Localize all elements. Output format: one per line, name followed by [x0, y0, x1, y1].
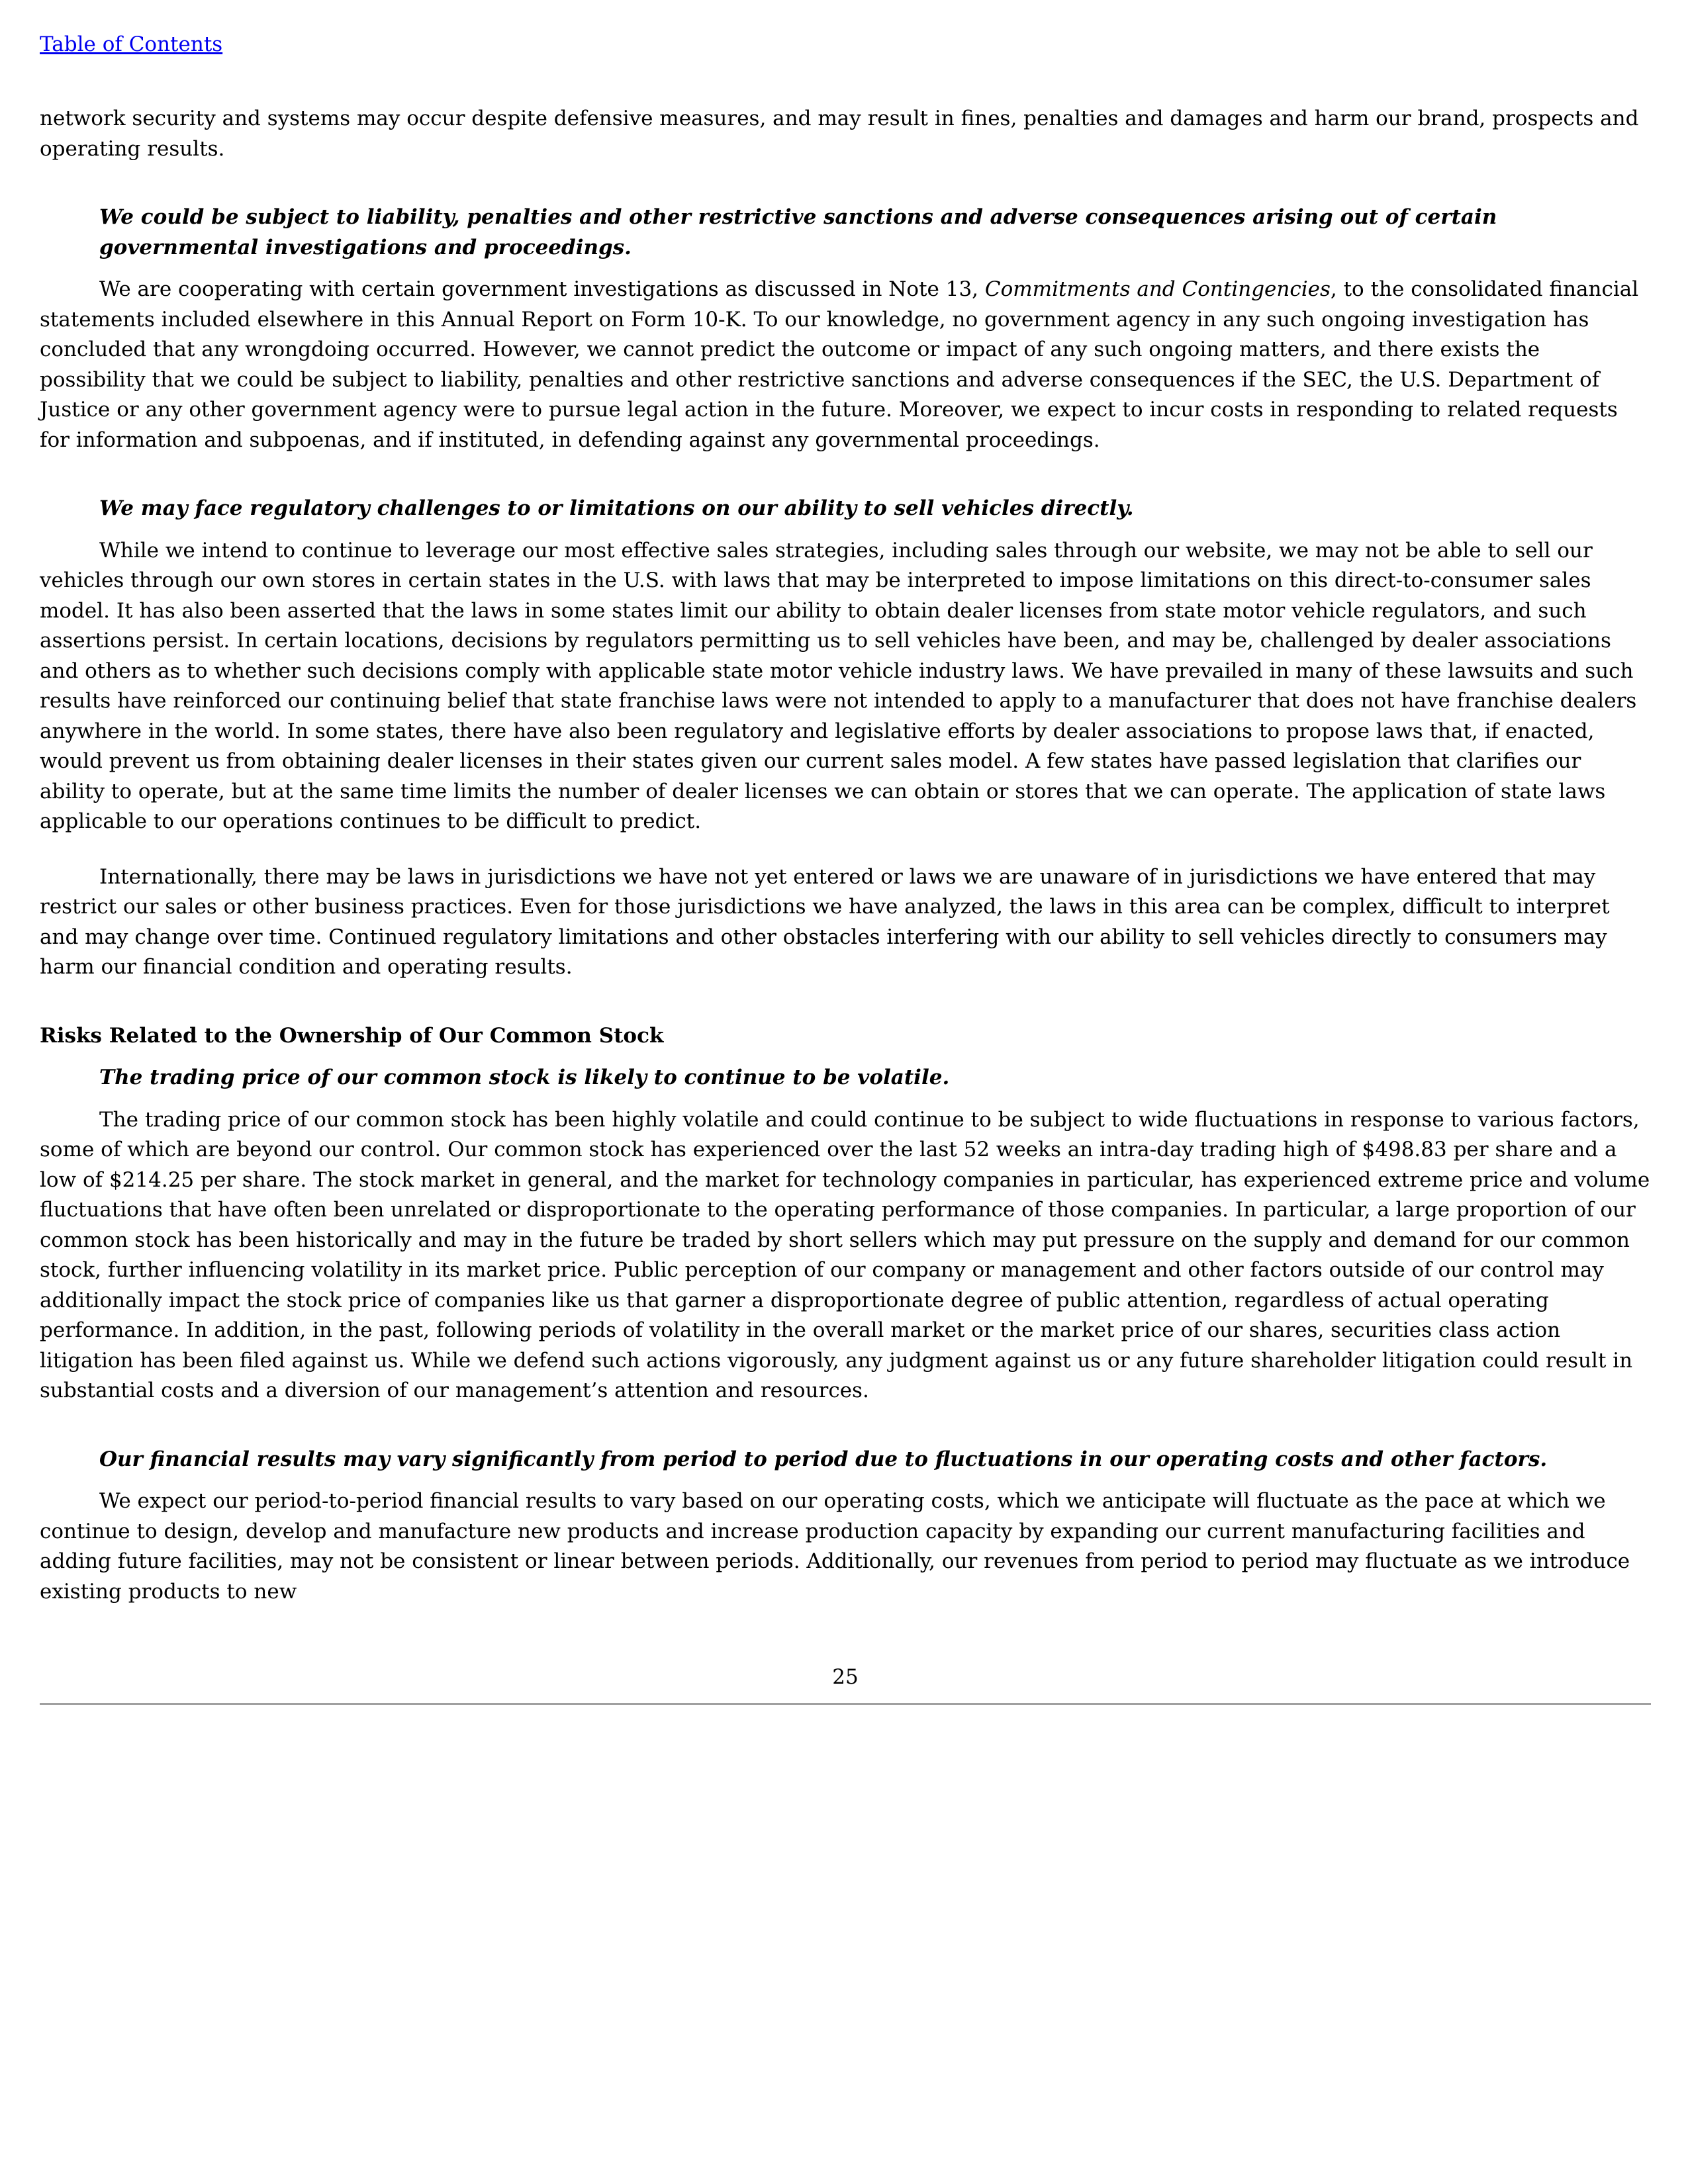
paragraph-text: , to the consolidated financial statements included elsewhere in this Annual Report on Form 10-K. To our knowledge, no government agency in any such ongoing investigation has concluded that any wrongdoing occurred. However, we cannot predict the outcome or impact of any such ongoing matters, and there exists the possibility that we could be subject to liability, penalties and other restrictive sanctions and adverse consequences if the SEC, the U.S. Department of Justice or any other government agency were to pursue legal action in the future. Moreover, we expect to incur costs in responding to related requests for information and subpoenas, and if instituted, in defending against any governmental proceedings. — [40, 277, 1639, 452]
continuation-paragraph: network security and systems may occur despite defensive measures, and may result in fines, penalties and damages and harm our brand, prospects and operating results. — [40, 107, 1639, 161]
paragraph-financial-results: We expect our period-to-period financial results to vary based on our operating costs, which we anticipate will fluctuate as the pace at which we continue to design, develop and manufacture new products and increase production capacity by expanding our current manufacturing facilities and adding future facilities, may not be consistent or linear between periods. Additionally, our revenues from period to period may fluctuate as we introduce existing products to new — [40, 1489, 1630, 1604]
risk-heading-investigations: We could be subject to liability, penalties and other restrictive sanctions and adverse consequences arising out of certain governmental investigations and proceedings. — [99, 205, 1497, 259]
page-number: 25 — [832, 1665, 859, 1689]
paragraph-volatility: The trading price of our common stock has been highly volatile and could continue to be subject to wide fluctuations in response to various factors, some of which are beyond our control. Our common stock has experienced over the last 52 weeks an intra-day trading high of $498.83 per share and a low of $214.25 per share. The stock market in general, and the market for technology companies in particular, has experienced extreme price and volume fluctuations that have often been unrelated or disproportionate to the operating performance of those companies. In particular, a large proportion of our common stock has been historically and may in the future be traded by short sellers which may put pressure on the supply and demand for our common stock, further influencing volatility in its market price. Public perception of our company or management and other factors outside of our control may additionally impact the stock price of companies like us that garner a disproportionate degree of public attention, regardless of actual operating performance. In addition, in the past, following periods of volatility in the overall market or the market price of our shares, securities class action litigation has been filed against us. While we defend such actions vigorously, any judgment against us or any future shareholder litigation could result in substantial costs and a diversion of our management’s attention and resources. — [40, 1107, 1650, 1402]
paragraph-direct-sales-2: Internationally, there may be laws in jurisdictions we have not yet entered or laws we are unaware of in jurisdictions we have entered that may restrict our sales or other business practices. Even for those jurisdictions we have analyzed, the laws in this area can be complex, difficult to interpret and may change over time. Continued regulatory limitations and other obstacles interfering with our ability to sell vehicles directly to consumers may harm our financial condition and operating results. — [40, 864, 1610, 979]
paragraph-text: We are cooperating with certain government investigations as discussed in Note 13, — [99, 277, 985, 301]
risk-heading-direct-sales: We may face regulatory challenges to or limitations on our ability to sell vehicles directly. — [99, 496, 1134, 520]
risk-heading-volatility: The trading price of our common stock is likely to continue to be volatile. — [99, 1066, 950, 1089]
table-of-contents-link[interactable]: Table of Contents — [40, 32, 223, 56]
page-content — [40, 104, 1651, 1607]
paragraph-direct-sales-1: While we intend to continue to leverage our most effective sales strategies, including sales through our website, we may not be able to sell our vehicles through our own stores in certain states in the U.S. with laws that may be interpreted to impose limitations on this direct-to-consumer sales model. It has also been asserted that the laws in some states limit our ability to obtain dealer licenses from state motor vehicle regulators, and such assertions persist. In certain locations, decisions by regulators permitting us to sell vehicles have been, and may be, challenged by dealer associations and others as to whether such decisions comply with applicable state motor vehicle industry laws. We have prevailed in many of these lawsuits and such results have reinforced our continuing belief that state franchise laws were not intended to apply to a manufacturer that does not have franchise dealers anywhere in the world. In some states, there have also been regulatory and legislative efforts by dealer associations to propose laws that, if enacted, would prevent us from obtaining dealer licenses in their states given our current sales model. A few states have passed legislation that clarifies our ability to operate, but at the same time limits the number of dealer licenses we can obtain or stores that we can operate. The application of state laws applicable to our operations continues to be difficult to predict. — [40, 538, 1637, 833]
risk-heading-financial-results: Our financial results may vary significantly from period to period due to fluctuations in our operating costs and other factors. — [99, 1447, 1548, 1471]
page-divider — [40, 1703, 1651, 1705]
paragraph-investigations — [40, 275, 1651, 455]
section-heading-common-stock: Risks Related to the Ownership of Our Common Stock — [40, 1023, 664, 1048]
note-reference: Commitments and Contingencies — [984, 277, 1331, 301]
